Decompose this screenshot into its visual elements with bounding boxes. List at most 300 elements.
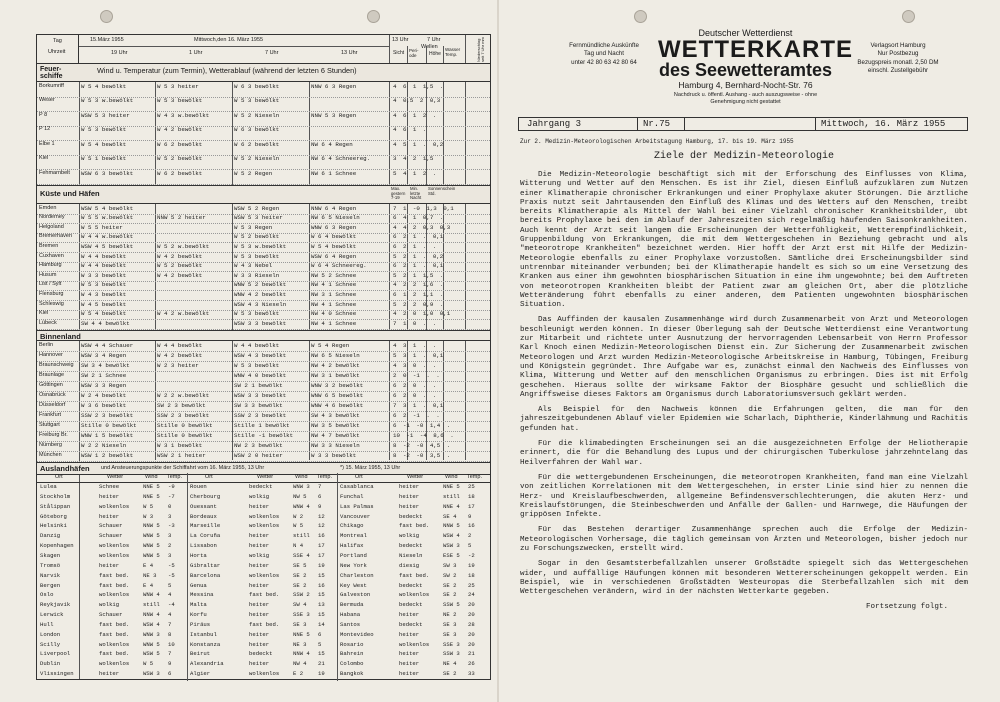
port-wind: SSW 5 <box>443 601 460 609</box>
station-row <box>37 111 490 127</box>
observation-a: W 5 1 bewölkt <box>81 155 127 162</box>
port-name: Lissabon <box>190 542 217 550</box>
port-wind: NE 3 <box>143 571 157 579</box>
col-min: Min. letzte Nacht <box>410 186 422 201</box>
section-title: Auslandhäfen <box>40 464 90 473</box>
section-subtitle: Wind u. Temperatur (zum Termin), Wetterablauf (während der letzten 6 Stunden) <box>97 66 357 75</box>
observation-a: WNW 1 5 bewölkt <box>81 431 134 439</box>
port-name: Beirut <box>190 650 211 658</box>
observation-a: W 4 4 w.bewölkt <box>81 233 134 241</box>
observation-b: WSW 2 1 heiter <box>157 451 206 459</box>
port-temp: 6 <box>168 670 172 678</box>
station-name: Düsseldorf <box>39 401 66 408</box>
port-weather: heiter <box>399 502 420 510</box>
observation-d: NW 6 4 Schneereg. <box>311 155 371 162</box>
port-row <box>37 542 490 551</box>
observation-e: 6 2 -1 . . <box>393 411 440 419</box>
port-weather: wolkenlos <box>99 502 130 510</box>
port-weather: heiter <box>249 601 270 609</box>
observation-e: 6 4 1 0,7 . <box>393 214 444 222</box>
observation-a: W 5 3 bewölkt <box>81 281 127 289</box>
station-row <box>37 82 490 98</box>
column-headers <box>37 473 490 483</box>
header-time-19: 19 Uhr <box>111 50 128 56</box>
port-temp: 15 <box>318 650 325 658</box>
port-name: Montevideo <box>340 630 374 638</box>
issue-bar <box>518 117 968 131</box>
observation-d: NW 4 2 bewölkt <box>311 361 360 369</box>
observation-a: W 3 6 bewölkt <box>81 401 127 409</box>
table-header <box>37 35 490 64</box>
station-name: Freiburg Br. <box>39 431 68 438</box>
observation-e: 4 3 0 . . <box>393 361 437 369</box>
port-weather: heiter <box>99 670 120 678</box>
observation-e: 6 2 1 . 0,1 <box>393 233 444 241</box>
port-temp: 15 <box>318 591 325 599</box>
observation-e: 8 -2 -0 4,5 . <box>393 441 451 449</box>
port-wind: W 5 <box>143 502 154 510</box>
article-paragraph: Für die wettergebundenen Erscheinungen, die meteorotropen Krankheiten, fand man eine Vielzahl von zeitlichen Korrelationen mit dem Wettergeschehen, in erster Linie sind hier zu nennen die Herz- und Kreislaufbeschwerden, allgemeine Befindensverschlechterungen, die akuten Herz- und Kreislaufstörungen, die Steinbeschwerden und Anfälle der Gallen- und Harnwege, die Häufungen der grippösen Infekte. <box>520 473 968 520</box>
port-temp: 16 <box>468 522 475 530</box>
port-weather: wolkenlos <box>99 551 130 559</box>
port-weather: fast bed. <box>99 571 130 579</box>
port-weather: heiter <box>99 512 120 520</box>
observation-c: W 5 3 w.bewölkt <box>234 242 287 250</box>
station-name: Schleswig <box>39 300 64 307</box>
observation-e: 4 0,5 2 0,3 <box>393 97 441 104</box>
port-name: Montreal <box>340 532 367 540</box>
port-name: La Coruña <box>190 532 221 540</box>
port-name: London <box>40 630 61 638</box>
port-wind: WSW 3 <box>443 542 460 550</box>
port-weather: heiter <box>249 660 270 668</box>
port-wind: SE 2 <box>443 591 457 599</box>
observation-c: W 4 4 bewölkt <box>234 341 280 349</box>
observation-b: W 5 2 bewölkt <box>157 155 203 162</box>
port-temp: 19 <box>468 561 475 569</box>
publishing-line: Nur Postbezug <box>877 50 919 58</box>
port-temp: 5 <box>318 640 322 648</box>
masthead-publishing-info <box>838 42 958 75</box>
contact-line: Fernmündliche Auskünfte <box>569 42 639 49</box>
section-title: Küste und Häfen <box>40 189 100 198</box>
article-title: Ziele der Medizin-Meteorologie <box>653 151 835 162</box>
port-weather: heiter <box>249 502 270 510</box>
observation-d: WNW 6 5 bewölkt <box>311 391 364 399</box>
reprint-note: Nachdruck u. öffentl. Aushang - auch auszugsweise - ohne Genehmigung nicht gestattet <box>673 92 818 105</box>
port-wind: W 3 <box>143 512 154 520</box>
observation-e: 4 4 2 0,3 0,3 <box>393 223 451 231</box>
article-paragraph: Sogar in den Gesamtsterbefallzahlen unserer Großstädte spiegelt sich das Wettergeschehen wider, und auffällige Häufungen können mit besonderen Wettererscheinungen gekoppelt werden. Ein Beispiel, wie in verschiedenen Großstädten Westeuropas die Sterbefallzahlen sich mit dem Wettergeschehen verändern, wird in der nächsten Wetterkarte gegeben. <box>520 560 968 597</box>
port-temp: 12 <box>318 522 325 530</box>
column-header: Ort <box>355 474 363 480</box>
port-name: Cherbourg <box>190 492 221 500</box>
port-weather: heiter <box>249 640 270 648</box>
section-feuerschiffe <box>37 63 490 82</box>
port-name: Funchal <box>340 492 364 500</box>
port-wind: N 4 <box>293 542 304 550</box>
header-hoehe: Höhe <box>429 51 441 57</box>
observation-c: W 5 2 bewölkt <box>234 233 280 241</box>
column-header: Wind <box>445 474 458 480</box>
port-temp: 14 <box>318 620 325 628</box>
observation-c: W 6 3 bewölkt <box>234 82 280 90</box>
port-name: Rouen <box>190 483 207 490</box>
port-name: Gibraltar <box>190 561 221 569</box>
publisher-address: Hamburg 4, Bernhard-Nocht-Str. 76 <box>678 80 813 90</box>
port-name: Bermuda <box>340 601 364 609</box>
port-row <box>37 601 490 610</box>
port-wind: NNE 4 <box>443 502 460 510</box>
observation-b: W 2 2 w.bewölkt <box>157 391 210 399</box>
port-weather: wolkenlos <box>249 522 280 530</box>
observation-a: W 3 3 bewölkt <box>81 271 127 279</box>
port-name: Konstanza <box>190 640 221 648</box>
publication-subtitle: des Seewetteramtes <box>658 60 833 80</box>
publishing-line: Bezugspreis monatl. 2,50 DM <box>857 58 939 66</box>
observation-b: NNW 5 2 heiter <box>157 214 206 222</box>
port-weather: fast bed. <box>99 650 130 658</box>
port-weather: heiter <box>399 492 420 500</box>
punch-hole <box>902 10 915 23</box>
observation-a: W 5 3 w.bewölkt <box>81 97 134 104</box>
port-wind: W 5 <box>293 522 304 530</box>
port-temp: 25 <box>468 483 475 490</box>
observation-c: W 5 3 bewölkt <box>234 97 280 104</box>
observation-d: WNW 4 6 bewölkt <box>311 401 364 409</box>
port-row <box>37 483 490 492</box>
observation-c: NW 2 3 bewölkt <box>234 441 283 449</box>
port-wind: WSW 3 <box>143 670 160 678</box>
port-wind: WNW 5 <box>143 542 160 550</box>
observation-b: W 4 4 bewölkt <box>157 341 203 349</box>
port-name: Narvik <box>40 571 61 579</box>
observation-e: 2 0 -1 . . <box>393 371 440 379</box>
port-temp: 28 <box>468 620 475 628</box>
observation-d: NW 4 1 Schnee <box>311 300 357 308</box>
port-wind: SE 3 <box>443 630 457 638</box>
observation-b: W 5 2 w.bewölkt <box>157 242 210 250</box>
port-wind: still <box>293 532 310 540</box>
port-weather: heiter <box>399 483 420 490</box>
port-temp: 18 <box>468 492 475 500</box>
observation-b: W 4 2 w.bewölkt <box>157 310 210 318</box>
article-paragraph: Als Beispiel für den Nachweis können die Erfahrungen gelten, die man für den jahreszeitgebundenen Ablauf vieler Epidemien wie Scharlach, Diphtherie, Kinderlähmung und Rachitis gefunden hat. <box>520 406 968 433</box>
port-temp: 7 <box>168 650 172 658</box>
header-sicht: Sicht <box>393 50 405 56</box>
station-row <box>37 319 490 330</box>
observation-d: W 5 4 bewölkt <box>311 242 357 250</box>
port-name: Reykjavik <box>40 601 71 609</box>
contact-line: Tag und Nacht <box>584 50 624 58</box>
port-name: Lulea <box>40 483 57 490</box>
port-weather: heiter <box>399 650 420 658</box>
col-max: Max. gestern 7-19 <box>391 186 406 201</box>
observation-b: W 4 2 bewölkt <box>157 351 203 359</box>
port-temp: 9 <box>318 502 322 510</box>
weather-data-table <box>36 34 491 680</box>
port-name: Ouessant <box>190 502 217 510</box>
observation-d: W 5 4 Regen <box>311 341 350 349</box>
observation-e: 5 2 1 . 0,2 <box>393 252 444 260</box>
observation-a: W 4 3 bewölkt <box>81 290 127 298</box>
station-name: Flensburg <box>39 290 64 297</box>
port-wind: SE 5 <box>293 561 307 569</box>
observation-a: W 5 4 bewölkt <box>81 310 127 318</box>
article-paragraph: Die Medizin-Meteorologie beschäftigt sich mit der Erforschung des Einflusses von Klima, Witterung und Wetter auf den Menschen. Es ist ihr Ziel, diesen Einfluß aufzuklären zum Nutzen einer Klimatherapie chronischer Erkrankungen und einer Prophylaxe akuter Störungen. Die ärztliche Praxis nutzt seit Jahrtausenden den Einfluß des Klimas und des Wetters auf den Menschen, treibt bereits Klimatherapie als Mittel der Wahl bei einer Vielzahl chronischer Krankheitsbilder, übt bereits Prophylaxe bei den im Ablauf der Jahreszeiten sich regelmäßig häufenden Saisonkrankheiten. Auch kennt der Arzt seit langem die Erscheinungen der Wetterfühligkeit, Wetterempfindlichkeit, Gruppenbildung von Erkrankungen, die mit dem Wettergeschehen in Beziehung gebracht und als "meteorotrope Krankheiten" bezeichnet werden. Hier hofft der Arzt erst mit Hilfe der Medizin-Meteorologie ebenfalls zu einer Prophylaxe vorzustoßen. Sämtliche drei Erscheinungsbilder sind untrennbar miteinander verbunden; bei der Klimatherapie handelt es sich so um eine Versetzung des Kranken aus einer ihm gewohnten biosphärischen Situation in eine ihm ungewohnte; bei dem Auftreten von meteorotropen Krankheiten bleibt der Patient zwar am gleichen Ort, aber die plötzliche Wetteränderung führt ebenfalls zu einer anderen, dem Patienten ungewohnten biosphärischen Situation. <box>520 171 968 310</box>
port-name: Algier <box>190 670 211 678</box>
port-wind: still <box>143 601 160 609</box>
observation-d: NW 6 5 Nieseln <box>311 351 360 359</box>
port-weather: heiter <box>249 630 270 638</box>
port-wind: NNE 5 <box>443 483 460 490</box>
header-time-1: 1 Uhr <box>189 50 203 56</box>
observation-d: NW 5 2 Schnee <box>311 271 357 279</box>
station-name: Emden <box>39 204 57 211</box>
port-name: Korfu <box>190 611 207 619</box>
header-wellen: Wellen <box>421 44 438 50</box>
port-name: Halifax <box>340 542 364 550</box>
port-name: Bordeaux <box>190 512 217 520</box>
port-temp: 0 <box>168 502 172 510</box>
observation-e: 4 6 1 . <box>393 126 427 133</box>
port-weather: bedeckt <box>249 483 273 490</box>
port-weather: wolkig <box>249 492 270 500</box>
station-name: Bremerhaven <box>39 233 73 240</box>
column-header: Temp. <box>317 474 332 480</box>
port-wind: SE 2 <box>443 670 457 678</box>
observation-a: WSW 6 3 bewölkt <box>81 169 134 177</box>
port-weather: heiter <box>249 581 270 589</box>
header-date-center: Mittwoch,den 16. März 1955 <box>194 37 264 43</box>
port-weather: fast bed. <box>399 571 430 579</box>
port-temp: 4 <box>168 591 172 599</box>
observation-e: 5 2 1 1,5 . <box>393 271 444 279</box>
observation-d: NNW 6 3 Regen <box>311 82 357 90</box>
port-weather: heiter <box>249 561 270 569</box>
port-name: Scilly <box>40 640 61 648</box>
port-temp: 17 <box>468 502 475 510</box>
port-name: Alexandria <box>190 660 224 668</box>
port-wind: W 5 <box>143 660 154 668</box>
port-wind: SE 2 <box>293 581 307 589</box>
station-row <box>37 155 490 171</box>
port-wind: WSW 4 <box>143 620 160 628</box>
port-temp: 2 <box>468 532 472 540</box>
observation-d: NNW 5 3 Regen <box>311 111 357 119</box>
port-wind: SSE 4 <box>293 551 310 559</box>
observation-e: 6 -1 -0 1,4 . <box>393 421 451 429</box>
port-wind: W 2 <box>293 512 304 520</box>
port-temp: 8 <box>168 630 172 638</box>
port-row <box>37 532 490 541</box>
station-name: Borkumriff <box>39 82 64 89</box>
observation-d: NW 4 7 bewölkt <box>311 431 360 439</box>
port-wind: NE 2 <box>443 611 457 619</box>
port-weather: fast bed. <box>399 522 430 530</box>
port-name: Piräus <box>190 620 211 628</box>
port-temp: 3 <box>168 532 172 540</box>
observation-c: WNW 5 2 bewölkt <box>234 281 287 289</box>
port-weather: heiter <box>249 532 270 540</box>
port-name: Habana <box>340 611 361 619</box>
observation-d: NW 6 1 Schnee <box>311 169 357 177</box>
port-temp: 17 <box>318 542 325 550</box>
port-temp: 26 <box>468 660 475 668</box>
station-name: Norderney <box>39 214 65 221</box>
port-row <box>37 513 490 522</box>
port-wind: SSW 2 <box>293 591 310 599</box>
port-name: Charleston <box>340 571 374 579</box>
station-name: P 8 <box>39 111 48 118</box>
port-row <box>37 562 490 571</box>
station-name: Fehmarnbelt <box>39 169 70 176</box>
port-temp: 15 <box>318 611 325 619</box>
port-name: Las Palmas <box>340 502 374 510</box>
port-weather: heiter <box>399 670 420 678</box>
article-paragraph: Für die klimabedingten Erscheinungen sei an die ausgezeichneten Erfolge der Heliotherapie erinnert, die für die Behandlung des Lupus und der chirurgischen Tuberkulose jahrzehntelang das Heilverfahren der Wahl war. <box>520 440 968 467</box>
observation-e: 6 2 0 . . <box>393 391 437 399</box>
port-name: Stockholm <box>40 492 71 500</box>
observation-e: 5 2 2 0,9 . <box>393 300 444 308</box>
section-title: Binnenland <box>40 331 81 341</box>
header-time-7: 7 Uhr <box>265 50 279 56</box>
observation-a: W 5 4 bewölkt <box>81 82 127 90</box>
port-wind: WNW 4 <box>293 502 310 510</box>
port-row <box>37 522 490 531</box>
observation-d: SW 4 3 bewölkt <box>311 411 360 419</box>
port-wind: WNW 5 <box>143 551 160 559</box>
header-periode: Peri-ode <box>409 48 419 58</box>
port-temp: 20 <box>468 630 475 638</box>
observation-d: W 6 4 bewölkt <box>311 233 357 241</box>
port-wind: SW 3 <box>443 561 457 569</box>
port-weather: wolkenlos <box>399 591 430 599</box>
observation-b: W 4 2 bewölkt <box>157 252 203 260</box>
station-name: Stuttgart <box>39 421 60 428</box>
observation-e: 10 -1 -4 8,6 . <box>393 431 454 439</box>
port-name: Chikago <box>340 522 364 530</box>
port-temp: -3 <box>168 522 175 530</box>
port-weather: bedeckt <box>399 620 423 628</box>
observation-e: 5 4 1 2 . <box>393 169 437 177</box>
observation-e: 7 1 -0 1,3 0,1 <box>393 204 454 212</box>
observation-a: SW 4 4 bewölkt <box>81 319 130 327</box>
observation-c: W 6 3 bewölkt <box>234 126 280 133</box>
port-weather: wolkenlos <box>99 640 130 648</box>
station-name: Helgoland <box>39 223 64 230</box>
observation-a: WSW 3 3 Regen <box>81 381 127 389</box>
observation-d: NW 3 3 Nieseln <box>311 441 360 449</box>
port-row <box>37 670 490 679</box>
port-name: Oslo <box>40 591 54 599</box>
observation-a: W 5 3 bewölkt <box>81 126 127 133</box>
col-sonne: Sonnenschein Std. <box>428 186 456 196</box>
port-temp: -5 <box>168 561 175 569</box>
header-wasser: Wasser Temp. <box>445 47 461 57</box>
port-name: Bergen <box>40 581 61 589</box>
port-weather: wolkenlos <box>249 571 280 579</box>
observation-c: W 6 2 bewölkt <box>234 140 280 148</box>
observation-a: SW 3 4 bewölkt <box>81 361 130 369</box>
port-weather: bedeckt <box>399 601 423 609</box>
observation-c: WSW 5 3 heiter <box>234 214 283 222</box>
port-temp: 15 <box>318 571 325 579</box>
column-header: Wind <box>295 474 308 480</box>
observation-e: 4 2 0 1,0 0,1 <box>393 310 451 318</box>
observation-b: Stille 0 bewölkt <box>157 421 213 429</box>
observation-d: NW 6 5 Nieseln <box>311 214 360 222</box>
observation-b: W 6 2 bewölkt <box>157 140 203 148</box>
observation-a: WSW 3 4 Regen <box>81 351 127 359</box>
observation-c: WSW 3 3 bewölkt <box>234 319 287 327</box>
observation-c: WSW 5 2 Regen <box>234 204 280 212</box>
port-temp: 19 <box>318 670 325 678</box>
station-name: Bremen <box>39 242 59 249</box>
port-weather: fast bed. <box>99 581 130 589</box>
section-title: Feuer-schiffe <box>40 66 63 80</box>
observation-a: WSW 5 3 heiter <box>81 111 130 119</box>
port-temp: 20 <box>468 601 475 609</box>
observation-c: WSW 4 3 bewölkt <box>234 351 287 359</box>
observation-a: WSW 5 4 bewölkt <box>81 204 134 212</box>
port-wind: WSW 4 <box>443 532 460 540</box>
port-weather: Schauer <box>99 611 123 619</box>
article <box>520 138 968 611</box>
port-wind: NNW 5 <box>443 522 460 530</box>
port-temp: 17 <box>318 551 325 559</box>
section-auslandhaefen <box>37 462 490 681</box>
observation-a: W 5 5 w.bewölkt <box>81 214 134 222</box>
observation-c: Stille 1 bewölkt <box>234 421 290 429</box>
port-weather: fast bed. <box>249 620 280 628</box>
header-date-left: 15.März 1955 <box>90 37 124 43</box>
port-wind: WNW 5 <box>143 532 160 540</box>
observation-d: WNW 6 3 Regen <box>311 223 357 231</box>
observation-d: W 6 4 Schneereg. <box>311 262 367 270</box>
port-temp: 12 <box>318 512 325 520</box>
port-name: Malta <box>190 601 207 609</box>
observation-e: 4 6 1 1,5 . <box>393 82 444 90</box>
port-wind: NW 4 <box>293 660 307 668</box>
port-name: Colombo <box>340 660 364 668</box>
port-weather: heiter <box>99 492 120 500</box>
port-weather: bedeckt <box>399 542 423 550</box>
observation-c: WSW 3 3 bewölkt <box>234 391 287 399</box>
port-wind: NNE 5 <box>143 492 160 500</box>
port-weather: fast bed. <box>249 591 280 599</box>
port-wind: SW 4 <box>293 601 307 609</box>
observation-d: NW 3 1 bewölkt <box>311 371 360 379</box>
port-row <box>37 493 490 502</box>
port-weather: heiter <box>99 561 120 569</box>
port-name: Helsinki <box>40 522 67 530</box>
masthead-title-block <box>658 28 853 105</box>
port-wind: still <box>443 492 460 500</box>
issue-date: Mittwoch, 16. März 1955 <box>821 119 946 129</box>
station-row <box>37 97 490 113</box>
observation-b: W 2 3 heiter <box>157 361 199 369</box>
port-wind: WNW 4 <box>143 591 160 599</box>
port-wind: E 2 <box>293 670 304 678</box>
port-weather: wolkenlos <box>99 591 130 599</box>
port-row <box>37 631 490 640</box>
observation-e: 4 3 1 . . <box>393 341 437 349</box>
port-weather: Schauer <box>99 522 123 530</box>
observation-c: SW 3 3 bewölkt <box>234 401 283 409</box>
port-wind: WNW 3 <box>143 630 160 638</box>
observation-c: SW 2 1 bewölkt <box>234 381 283 389</box>
